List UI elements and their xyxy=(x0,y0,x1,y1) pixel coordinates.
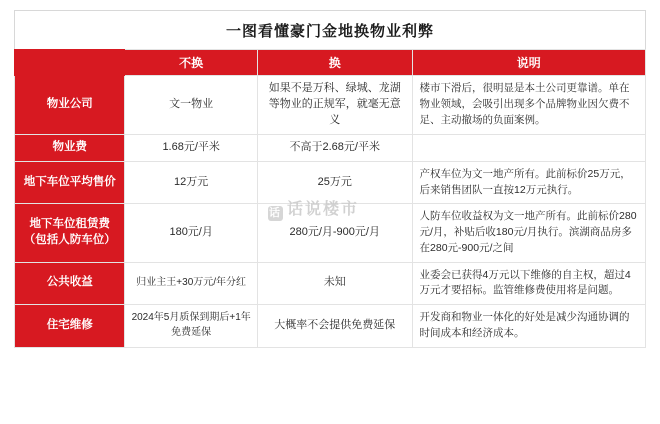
cell-change-public-income: 未知 xyxy=(257,262,412,305)
column-header-change: 换 xyxy=(257,50,412,76)
cell-note-property-company: 楼市下滑后，很明显是本土公司更靠谱。单在物业领域，会吸引出现多个品牌物业因欠费不足、主动撤场的负面案例。 xyxy=(412,76,645,135)
row-label-parking-rent: 地下车位租赁费（包括人防车位） xyxy=(15,204,125,262)
cell-note-parking-price: 产权车位为文一地产所有。此前标价25万元，后来销售团队一直按12万元执行。 xyxy=(412,161,645,204)
table-row xyxy=(15,262,646,305)
table-row xyxy=(15,76,646,135)
row-label-public-income: 公共收益 xyxy=(15,262,125,305)
watermark-logo-icon: 话 xyxy=(269,207,282,219)
cell-change-parking-rent: 280元/月-900元/月 xyxy=(257,204,412,262)
cell-change-parking-price: 25万元 xyxy=(257,161,412,204)
cell-no-change-parking-rent: 180元/月 xyxy=(125,204,258,262)
row-label-property-fee: 物业费 xyxy=(15,134,125,161)
cell-note-parking-rent: 人防车位收益权为文一地产所有。此前标价280元/月，补贴后收180元/月执行。滨湖商品房多在280元-900元/之间 xyxy=(412,204,645,262)
table-row xyxy=(15,134,646,161)
row-label-property-company: 物业公司 xyxy=(15,76,125,135)
comparison-table xyxy=(14,49,646,348)
cell-note-home-maintenance: 开发商和物业一体化的好处是减少沟通协调的时间成本和经济成本。 xyxy=(412,305,645,348)
table-body xyxy=(15,76,646,348)
watermark-text: 话说楼市 xyxy=(287,201,360,218)
cell-no-change-parking-price: 12万元 xyxy=(125,161,258,204)
cell-change-home-maintenance: 大概率不会提供免费延保 xyxy=(257,305,412,348)
table-row xyxy=(15,204,646,262)
column-header-blank xyxy=(15,50,125,76)
table-header-row xyxy=(15,50,646,76)
cell-change-property-fee: 不高于2.68元/平米 xyxy=(257,134,412,161)
column-header-note: 说明 xyxy=(412,50,645,76)
cell-no-change-property-fee: 1.68元/平米 xyxy=(125,134,258,161)
page-title: 一图看懂豪门金地换物业利弊 xyxy=(225,22,434,40)
cell-no-change-public-income: 归业主王+30万元/年分红 xyxy=(125,262,258,305)
cell-note-public-income: 业委会已获得4万元以下维修的自主权，超过4万元才要招标。监管维修费使用将是问题。 xyxy=(412,262,645,305)
row-label-parking-price: 地下车位平均售价 xyxy=(15,161,125,204)
row-label-home-maintenance: 住宅维修 xyxy=(15,305,125,348)
table-row xyxy=(15,161,646,204)
cell-change-property-company: 如果不是万科、绿城、龙湖等物业的正规军，就毫无意义 xyxy=(257,76,412,135)
cell-no-change-property-company: 文一物业 xyxy=(125,76,258,135)
table-header xyxy=(15,50,646,76)
document-title-bar xyxy=(14,10,646,49)
column-header-no-change: 不换 xyxy=(125,50,258,76)
table-row xyxy=(15,305,646,348)
cell-no-change-home-maintenance: 2024年5月质保到期后+1年免费延保 xyxy=(125,305,258,348)
cell-note-property-fee xyxy=(412,134,645,161)
